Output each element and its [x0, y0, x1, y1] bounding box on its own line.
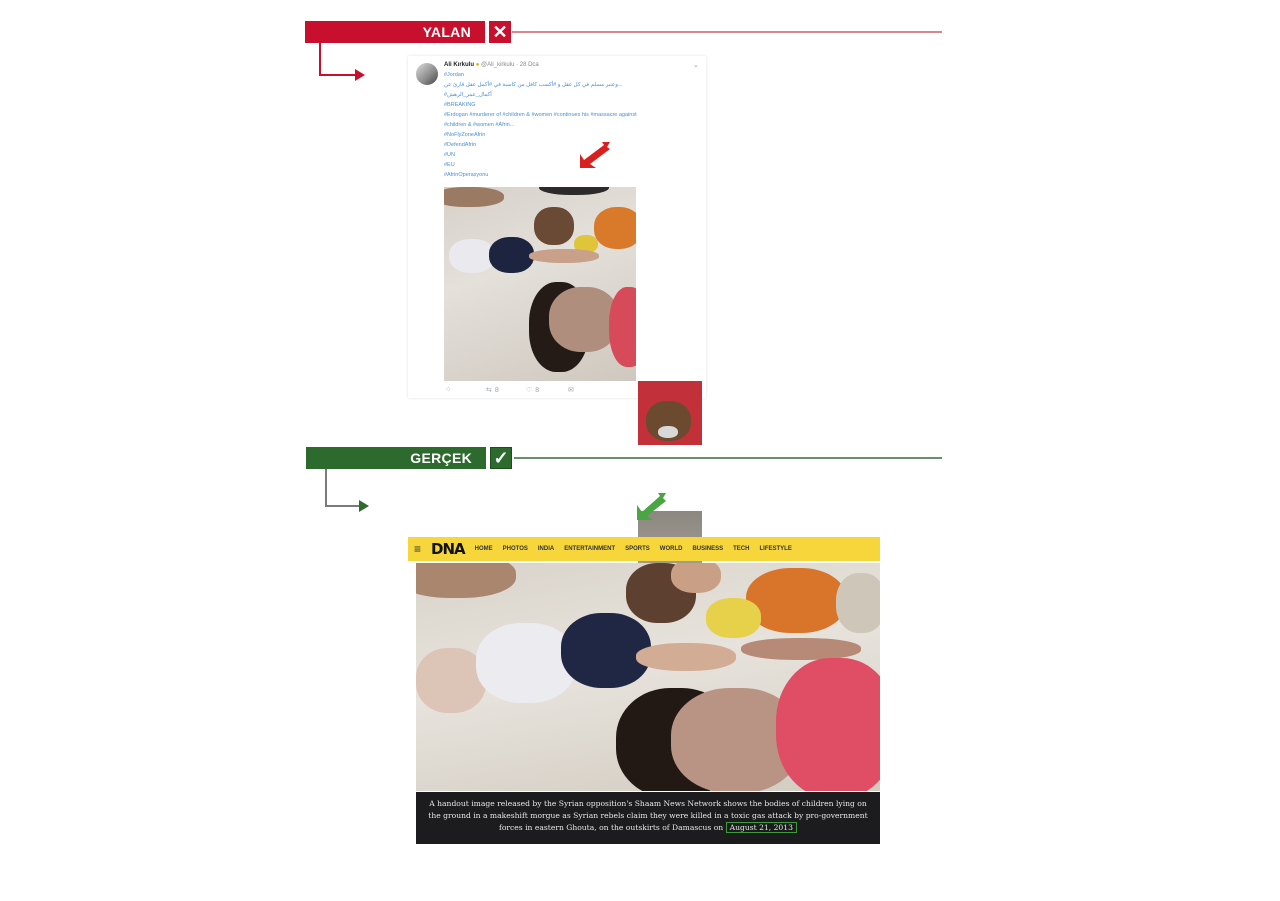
arrow-right-icon [355, 69, 365, 81]
tweet-text [444, 70, 699, 180]
false-verdict-banner [305, 21, 485, 43]
nav-home[interactable]: HOME [474, 546, 493, 552]
arrow-right-icon [359, 500, 369, 512]
hashtag-line[interactable]: #أكمال_عمر_الرهش [444, 92, 492, 98]
true-verdict-label: GERÇEK [410, 450, 472, 466]
tweet-card [408, 56, 706, 398]
nav-world[interactable]: WORLD [659, 546, 683, 552]
tweet-media-main[interactable] [444, 187, 636, 381]
nav-business[interactable]: BUSINESS [692, 546, 724, 552]
hashtag-line[interactable]: #Jordan [444, 72, 464, 78]
hashtag-line[interactable]: #BREAKING [444, 102, 476, 108]
dna-navbar [408, 537, 880, 561]
nav-tech[interactable]: TECH [733, 546, 750, 552]
hamburger-icon[interactable]: ≡ [414, 542, 422, 556]
tweet-header [444, 60, 539, 70]
like-icon: ♡ [526, 387, 533, 394]
retweet-button[interactable] [486, 386, 499, 394]
like-count: 8 [535, 386, 540, 394]
hashtag-line[interactable]: #children & #women #Afrin... [444, 122, 515, 128]
nav-sports[interactable]: SPORTS [625, 546, 650, 552]
true-elbow-connector [325, 469, 327, 506]
nav-photos[interactable]: PHOTOS [502, 546, 528, 552]
check-icon: ✓ [490, 447, 512, 469]
hashtag-line[interactable]: #Erdogan #murderer of #children & #women #continues his #massacre against [444, 112, 637, 118]
share-icon[interactable]: ✉ [568, 387, 574, 394]
like-button[interactable] [526, 386, 539, 394]
pointer-arrow-icon [634, 490, 668, 522]
false-elbow-connector [319, 74, 357, 76]
retweet-count: 8 [494, 386, 499, 394]
x-icon: ✕ [489, 21, 511, 43]
false-elbow-connector [319, 43, 321, 75]
verified-badge-icon: ● [475, 62, 480, 68]
pointer-arrow-icon [578, 140, 612, 170]
hashtag-line[interactable]: ...وعنبر مسلم في كل عقل و #أكسب كافل من كاسبة في #أكمل عقل قارئ عن [444, 82, 623, 88]
caption-date-highlight: August 21, 2013 [726, 822, 797, 833]
hashtag-line[interactable]: #DefendAfrin [444, 142, 477, 148]
chevron-down-icon[interactable]: ⌄ [693, 62, 699, 69]
avatar [416, 63, 438, 85]
retweet-icon: ⇆ [486, 387, 492, 394]
true-elbow-connector [325, 505, 361, 507]
false-divider-line [512, 31, 942, 33]
hashtag-line[interactable]: #AfrinOperasyonu [444, 172, 489, 178]
true-verdict-banner [306, 447, 486, 469]
nav-entertainment[interactable]: ENTERTAINMENT [564, 546, 616, 552]
true-divider-line [514, 457, 942, 459]
false-verdict-label: YALAN [422, 24, 471, 40]
hashtag-line[interactable]: #NoFlyZoneAfrin [444, 132, 486, 138]
nav-india[interactable]: INDIA [537, 546, 555, 552]
nav-lifestyle[interactable]: LIFESTYLE [759, 546, 792, 552]
tweet-handle-time: @Ali_kirkulu · 28 Dca [480, 62, 539, 68]
tweet-author[interactable]: Ali Kırkulu [444, 62, 475, 68]
tweet-media-top-right[interactable] [638, 381, 702, 445]
hashtag-line[interactable]: #EU [444, 162, 455, 168]
dna-article-photo [416, 563, 880, 791]
photo-caption [416, 792, 880, 844]
dna-logo[interactable]: DNA [431, 540, 465, 558]
dna-article [408, 537, 880, 845]
hashtag-line[interactable]: #UN [444, 152, 456, 158]
caption-text: A handout image released by the Syrian opposition's Shaam News Network shows the bodies of children lying on the ground in a makeshift morgue as Syrian rebels claim they were killed in a toxic gas attack by pro-government forces in eastern Ghouta, on the outskirts of Damascus on [428, 799, 868, 832]
reply-icon[interactable]: ○ [446, 386, 451, 393]
